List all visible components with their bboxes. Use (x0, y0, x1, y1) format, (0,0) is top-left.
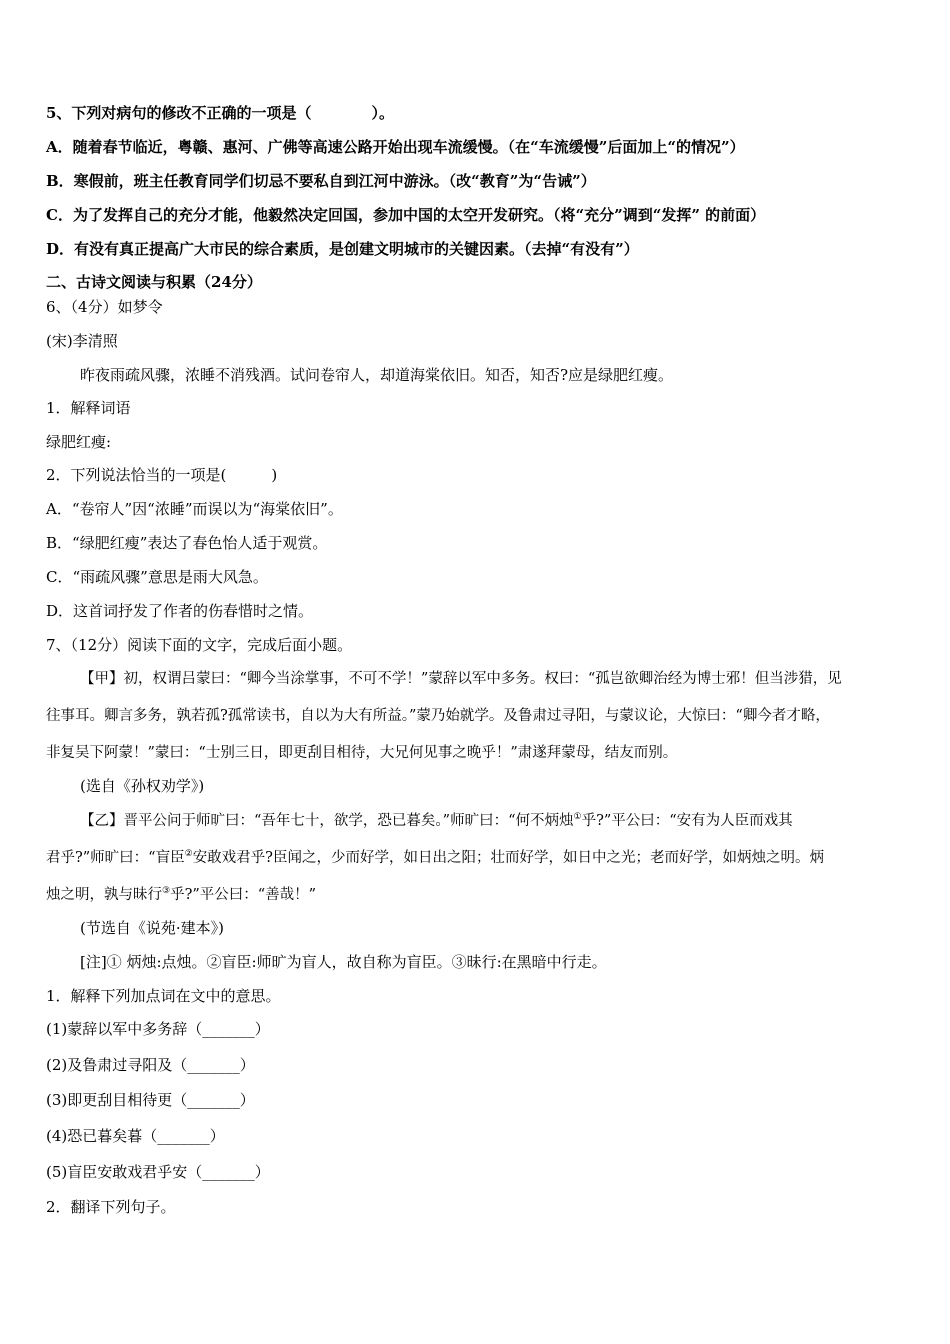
q7-yi-line1-text-b: 乎?”平公曰：“安有为人臣而戏其 (581, 813, 793, 829)
q6-title: 6、（4分）如梦令 (46, 298, 163, 316)
q7-sub1: 1．解释下列加点词在文中的意思。 (46, 987, 281, 1005)
q7-yi-line3-text-a: 烛之明，孰与昧行 (46, 887, 162, 903)
q6-poem: 昨夜雨疏风骤，浓睡不消残酒。试问卷帘人，却道海棠依旧。知否，知否?应是绿肥红瘦。 (80, 366, 674, 384)
q7-item-1: (1)蒙辞以军中多务辞（_______） (46, 1020, 270, 1038)
q7-item-3: (3)即更刮目相待更（_______） (46, 1091, 255, 1109)
q5-option-d: D．有没有真正提高广大市民的综合素质，是创建文明城市的关键因素。（去掉“有没有”） (46, 240, 639, 258)
footnote-mark-1: ① (573, 812, 582, 823)
q7-jia-line2: 往事耳。卿言多务，孰若孤?孤常读书，自以为大有所益。”蒙乃始就学。及鲁肃过寻阳，与蒙议论，大惊曰：“卿今者才略， (46, 708, 830, 724)
q7-item-4: (4)恐已暮矣暮（_______） (46, 1127, 225, 1145)
q7-yi-line2-text-a: 君乎?”师旷曰：“盲臣 (46, 850, 185, 866)
q7-yi-line2 (46, 848, 824, 868)
q5-stem: 5、下列对病句的修改不正确的一项是（ ）。 (46, 104, 394, 122)
q7-item-5: (5)盲臣安敢戏君乎安（_______） (46, 1163, 270, 1181)
section-heading: 二、古诗文阅读与积累（24分） (46, 273, 262, 291)
q6-option-d: D．这首词抒发了作者的伤春惜时之情。 (46, 602, 314, 620)
q7-jia-line3: 非复吴下阿蒙！”蒙曰：“士别三日，即更刮目相待，大兄何见事之晚乎！”肃遂拜蒙母，结友而别。 (46, 745, 678, 761)
q5-option-a: A．随着春节临近，粤赣、惠河、广佛等高速公路开始出现车流缓慢。（在“车流缓慢”后面加上“的情况”） (46, 138, 745, 156)
q7-yi-source: (节选自《说苑·建本》) (80, 919, 224, 937)
q7-yi-line1-text-a: 【乙】晋平公问于师旷曰：“吾年七十，欲学，恐已暮矣。”师旷曰：“何不炳烛 (80, 813, 574, 829)
q6-author: (宋)李清照 (46, 332, 118, 350)
q7-yi-line3-text-b: 乎?”平公曰：“善哉！” (170, 887, 317, 903)
q7-item-2: (2)及鲁肃过寻阳及（_______） (46, 1056, 255, 1074)
q7-yi-line1 (80, 811, 793, 831)
q7-title: 7、（12分）阅读下面的文字，完成后面小题。 (46, 636, 353, 654)
q5-option-c: C．为了发挥自己的充分才能，他毅然决定回国，参加中国的太空开发研究。（将“充分”调到“发挥” 的前面） (46, 206, 766, 224)
q7-notes: [注]① 炳烛:点烛。②盲臣:师旷为盲人，故自称为盲臣。③昧行:在黑暗中行走。 (80, 953, 607, 971)
q5-option-b: B．寒假前，班主任教育同学们切忌不要私自到江河中游泳。（改“教育”为“告诫”） (46, 172, 596, 190)
q6-sub2: 2．下列说法恰当的一项是( ) (46, 466, 278, 484)
q6-term: 绿肥红瘦: (46, 433, 112, 451)
q7-sub2: 2．翻译下列句子。 (46, 1198, 176, 1216)
q6-option-b: B．“绿肥红瘦”表达了春色怡人适于观赏。 (46, 534, 328, 552)
q7-jia-source: (选自《孙权劝学》) (80, 777, 205, 795)
q6-sub1: 1．解释词语 (46, 399, 131, 417)
footnote-mark-2: ② (184, 849, 193, 860)
q7-yi-line2-text-b: 安敢戏君乎?臣闻之，少而好学，如日出之阳；壮而好学，如日中之光；老而好学，如炳烛之明。炳 (192, 850, 824, 866)
q7-yi-line3 (46, 885, 316, 905)
footnote-mark-3: ③ (162, 886, 171, 897)
q6-option-c: C．“雨疏风骤”意思是雨大风急。 (46, 568, 268, 586)
q6-option-a: A．“卷帘人”因“浓睡”而误以为“海棠依旧”。 (46, 500, 343, 518)
q7-jia-line1: 【甲】初，权谓吕蒙曰：“卿今当涂掌事，不可不学！”蒙辞以军中多务。权曰：“孤岂欲卿治经为博士邪！但当涉猎，见 (80, 671, 842, 687)
